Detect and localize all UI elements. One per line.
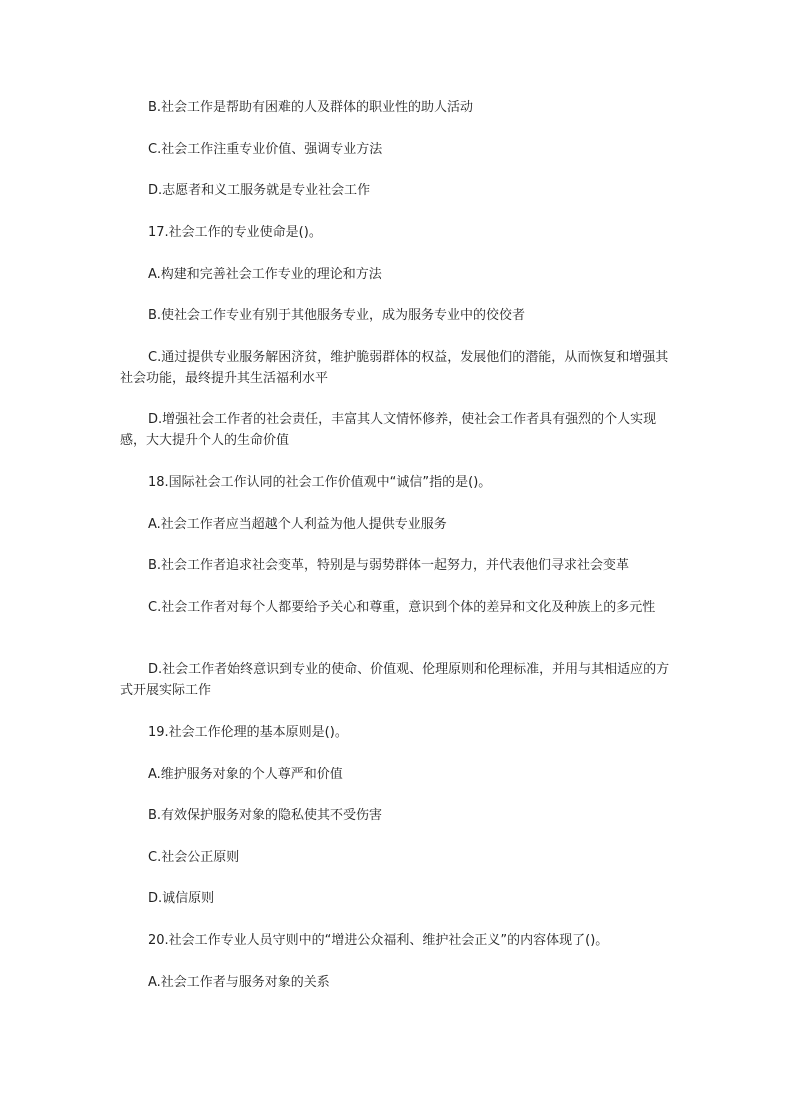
option-c-16: C.社会工作注重专业价值、强调专业方法 (148, 142, 383, 157)
question-18: 18.国际社会工作认同的社会工作价值观中“诚信”指的是()。 (148, 475, 492, 490)
option-d-17: D.增强社会工作者的社会责任，丰富其人文情怀修养，使社会工作者具有强烈的个人实现感，大大提升个人的生命价值 (120, 412, 657, 448)
option-a-20: A.社会工作者与服务对象的关系 (148, 975, 330, 990)
option-a-17: A.构建和完善社会工作专业的理论和方法 (148, 267, 382, 282)
option-a-18: A.社会工作者应当超越个人利益为他人提供专业服务 (148, 517, 447, 532)
option-c-17: C.通过提供专业服务解困济贫，维护脆弱群体的权益，发展他们的潜能，从而恢复和增强其社会功能，最终提升其生活福利水平 (120, 350, 669, 386)
option-d-16: D.志愿者和义工服务就是专业社会工作 (148, 183, 371, 198)
question-19: 19.社会工作伦理的基本原则是()。 (148, 725, 348, 740)
option-d-19: D.诚信原则 (148, 891, 215, 906)
option-a-19: A.维护服务对象的个人尊严和价值 (148, 767, 343, 782)
option-c-19: C.社会公正原则 (148, 850, 240, 865)
option-b-18: B.社会工作者追求社会变革，特别是与弱势群体一起努力，并代表他们寻求社会变革 (148, 558, 630, 573)
option-d-18: D.社会工作者始终意识到专业的使命、价值观、伦理原则和伦理标准，并用与其相适应的方式开展实际工作 (120, 662, 670, 698)
option-b-16: B.社会工作是帮助有困难的人及群体的职业性的助人活动 (148, 100, 474, 115)
question-20: 20.社会工作专业人员守则中的“增进公众福利、维护社会正义”的内容体现了()。 (148, 933, 609, 948)
option-b-17: B.使社会工作专业有别于其他服务专业，成为服务专业中的佼佼者 (148, 308, 526, 323)
option-b-19: B.有效保护服务对象的隐私使其不受伤害 (148, 808, 383, 823)
question-17: 17.社会工作的专业使命是()。 (148, 225, 322, 240)
option-c-18: C.社会工作者对每个人都要给予关心和尊重，意识到个体的差异和文化及种族上的多元性 (148, 600, 656, 615)
